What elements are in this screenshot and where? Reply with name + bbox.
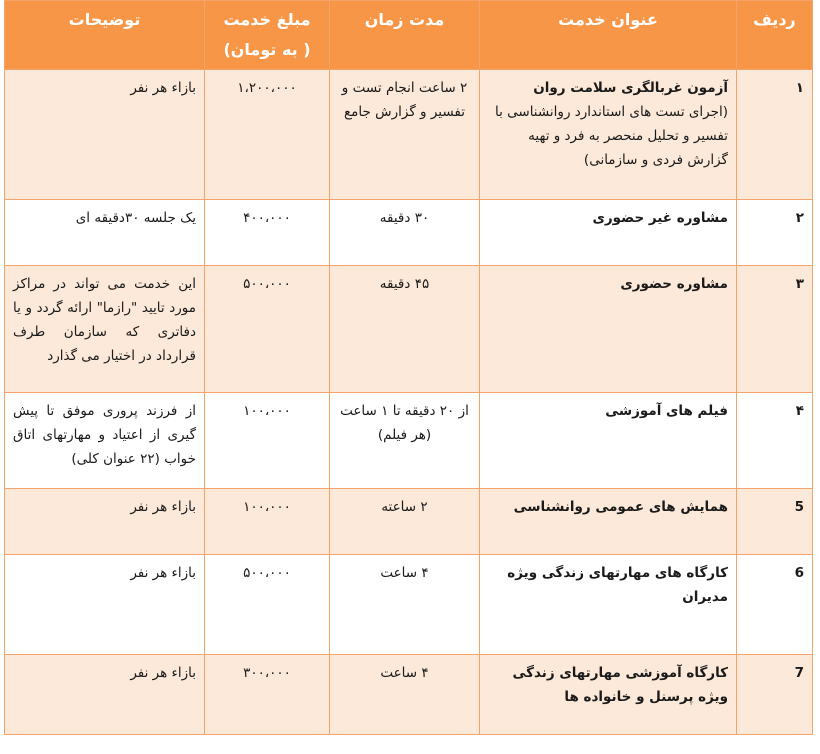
service-price: ۱۰۰،۰۰۰ [205, 489, 330, 555]
row-number: ۱ [737, 70, 813, 200]
service-duration: ۲ ساعته [330, 489, 480, 555]
service-title: همایش های عمومی روانشناسی [480, 489, 737, 555]
service-description: از فرزند پروری موفق تا پیش گیری از اعتیاد و مهارتهای اتاق خواب (۲۲ عنوان کلی) [5, 393, 205, 489]
service-price: ۱۰۰،۰۰۰ [205, 393, 330, 489]
table-header-row [5, 1, 813, 70]
services-table [4, 0, 813, 735]
table-row [5, 655, 813, 735]
header-duration: مدت زمان [330, 1, 480, 70]
service-description: بازاء هر نفر [5, 70, 205, 200]
service-title: مشاوره غیر حضوری [480, 200, 737, 266]
service-title: مشاوره حضوری [480, 266, 737, 393]
table-row [5, 555, 813, 655]
service-description: بازاء هر نفر [5, 655, 205, 735]
service-description: بازاء هر نفر [5, 555, 205, 655]
service-price: ۱،۲۰۰،۰۰۰ [205, 70, 330, 200]
header-service-title: عنوان خدمت [480, 1, 737, 70]
row-number: ۳ [737, 266, 813, 393]
service-title: فیلم های آموزشی [480, 393, 737, 489]
table-row [5, 393, 813, 489]
service-title-main: آزمون غربالگری سلامت روان [533, 80, 728, 96]
table-row [5, 200, 813, 266]
service-title: کارگاه های مهارتهای زندگی ویژه مدیران [480, 555, 737, 655]
header-description: توضیحات [5, 1, 205, 70]
service-description: بازاء هر نفر [5, 489, 205, 555]
header-price [205, 1, 330, 70]
service-duration: ۲ ساعت انجام تست و تفسیر و گزارش جامع [330, 70, 480, 200]
row-number: ۴ [737, 393, 813, 489]
header-price-unit: ( به تومان) [223, 40, 311, 59]
service-duration: ۴۵ دقیقه [330, 266, 480, 393]
row-number: 7 [737, 655, 813, 735]
table-row [5, 70, 813, 200]
service-price: ۵۰۰،۰۰۰ [205, 555, 330, 655]
service-duration: ۴ ساعت [330, 655, 480, 735]
service-duration: ۳۰ دقیقه [330, 200, 480, 266]
service-duration: از ۲۰ دقیقه تا ۱ ساعت (هر فیلم) [330, 393, 480, 489]
header-price-label: مبلغ خدمت [223, 10, 311, 29]
service-price: ۳۰۰،۰۰۰ [205, 655, 330, 735]
service-price: ۵۰۰،۰۰۰ [205, 266, 330, 393]
header-row-number: ردیف [737, 1, 813, 70]
table-row [5, 489, 813, 555]
service-title: کارگاه آموزشی مهارتهای زندگی ویژه پرسنل و خانواده ها [480, 655, 737, 735]
row-number: ۲ [737, 200, 813, 266]
service-price: ۴۰۰،۰۰۰ [205, 200, 330, 266]
service-title [480, 70, 737, 200]
row-number: 6 [737, 555, 813, 655]
service-description: یک جلسه ۳۰دقیقه ای [5, 200, 205, 266]
service-description: این خدمت می تواند در مراکز مورد تایید "رازما" ارائه گردد و یا دفاتری که سازمان طرف قرارداد در اختیار می گذارد [5, 266, 205, 393]
service-title-detail: (اجرای تست های استاندارد روانشناسی با تفسیر و تحلیل منحصر به فرد و تهیه گزارش فردی و سازمانی) [494, 104, 728, 168]
table-row [5, 266, 813, 393]
row-number: 5 [737, 489, 813, 555]
service-duration: ۴ ساعت [330, 555, 480, 655]
